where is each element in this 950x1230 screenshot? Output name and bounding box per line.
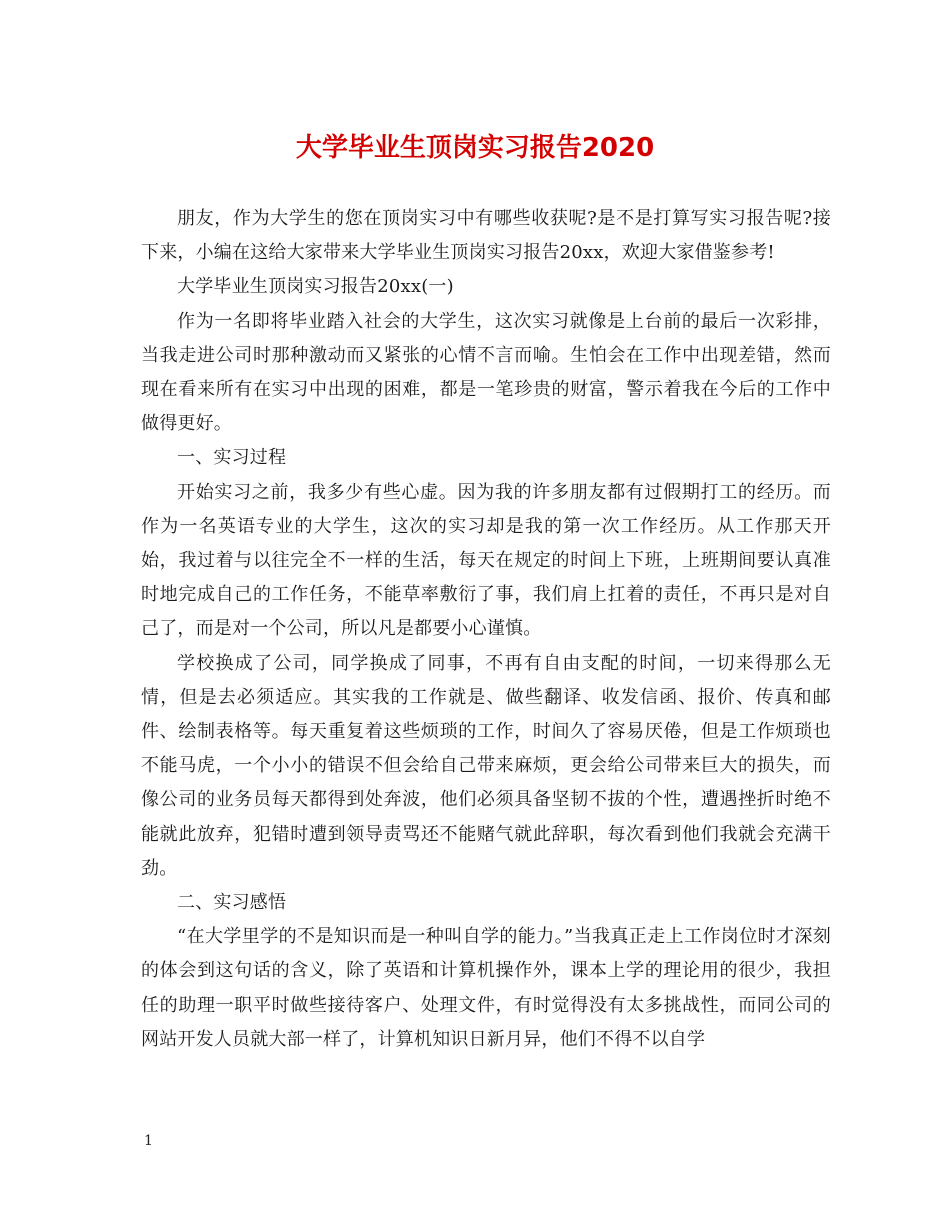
document-body [141, 202, 831, 1057]
section-heading-insights: 二、实习感悟 [177, 892, 287, 914]
body-paragraph: 学校换成了公司，同学换成了同事，不再有自由支配的时间，一切来得那么无情，但是去必须适应。其实我的工作就是、做些翻译、收发信函、报价、传真和邮件、绘制表格等。每天重复着这些烦琐的工作，时间久了容易厌倦，但是工作烦琐也不能马虎，一个小小的错误不但会给自己带来麻烦，更会给公司带来巨大的损失，而像公司的业务员每天都得到处奔波，他们必须具备坚韧不拔的个性，遭遇挫折时绝不能就此放弃，犯错时遭到领导责骂还不能赌气就此辞职，每次看到他们我就会充满干劲。 [141, 652, 831, 879]
page-number: 1 [144, 1133, 153, 1149]
body-paragraph: “在大学里学的不是知识而是一种叫自学的能力。”当我真正走上工作岗位时才深刻的体会到这句话的含义，除了英语和计算机操作外，课本上学的理论用的很少，我担任的助理一职平时做些接待客户、处理文件，有时觉得没有太多挑战性，而同公司的网站开发人员就大部一样了，计算机知识日新月异，他们不得不以自学 [141, 926, 831, 1050]
intro-paragraph: 朋友，作为大学生的您在顶岗实习中有哪些收获呢?是不是打算写实习报告呢?接下来，小编在这给大家带来大学毕业生顶岗实习报告20xx，欢迎大家借鉴参考! [141, 208, 831, 264]
section-heading-process: 一、实习过程 [177, 447, 287, 469]
body-paragraph: 作为一名即将毕业踏入社会的大学生，这次实习就像是上台前的最后一次彩排，当我走进公司时那种激动而又紧张的心情不言而喻。生怕会在工作中出现差错，然而现在看来所有在实习中出现的困难，都是一笔珍贵的财富，警示着我在今后的工作中做得更好。 [141, 310, 831, 435]
report-subtitle: 大学毕业生顶岗实习报告20xx(一) [177, 276, 454, 298]
body-paragraph: 开始实习之前，我多少有些心虚。因为我的许多朋友都有过假期打工的经历。而作为一名英语专业的大学生，这次的实习却是我的第一次工作经历。从工作那天开始，我过着与以往完全不一样的生活，每天在规定的时间上下班，上班期间要认真准时地完成自己的工作任务，不能草率敷衍了事，我们肩上扛着的责任，不再只是对自己了，而是对一个公司，所以凡是都要小心谨慎。 [141, 481, 831, 640]
document-title: 大学毕业生顶岗实习报告2020 [295, 133, 655, 163]
